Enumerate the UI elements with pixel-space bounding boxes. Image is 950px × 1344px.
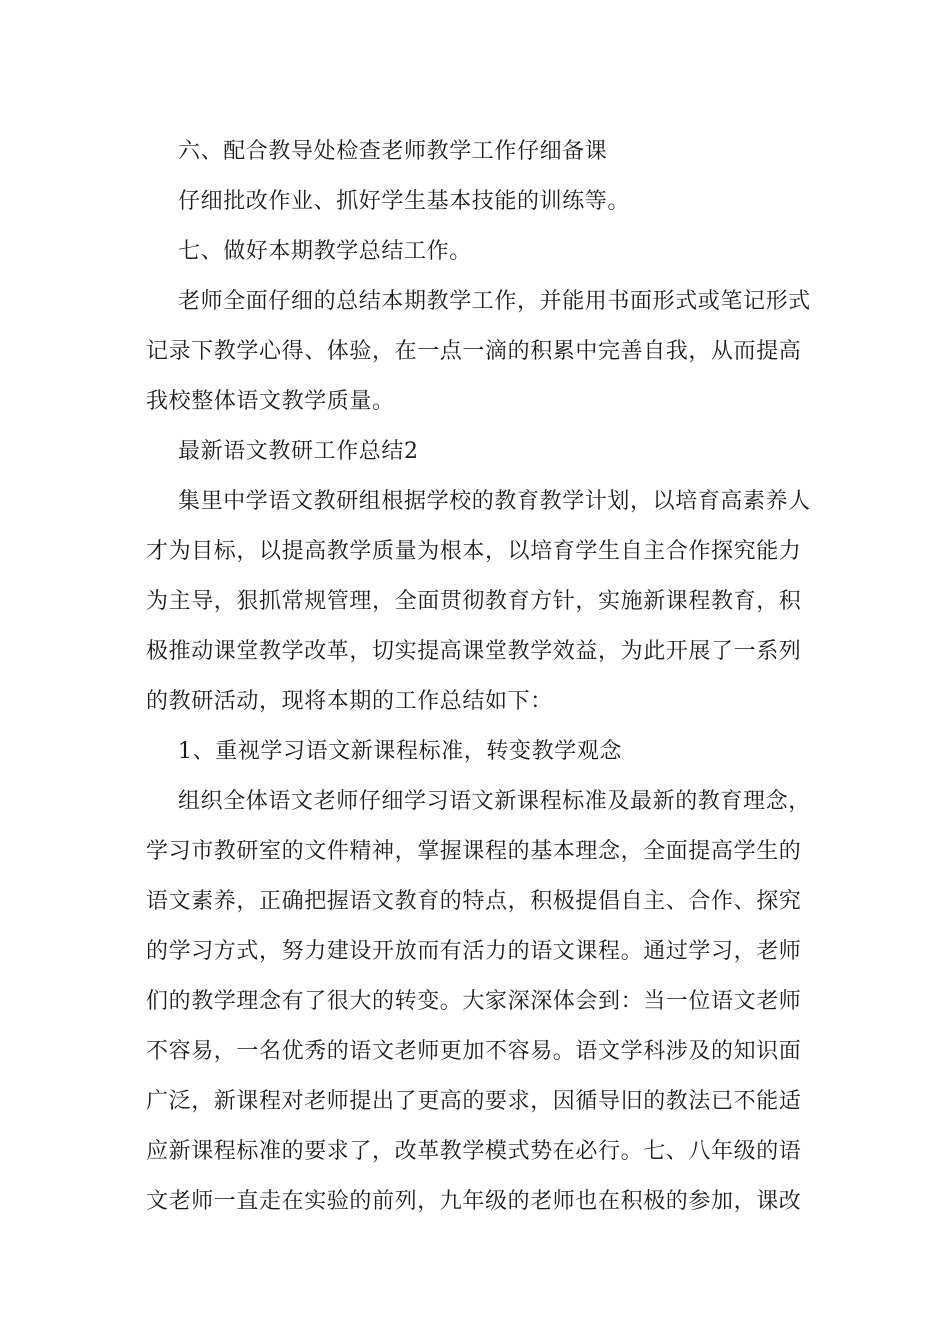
paragraph-line: 应新课程标准的要求了，改革教学模式势在必行。七、八年级的语 [146, 1139, 802, 1164]
paragraph-line: 我校整体语文教学质量。 [146, 389, 395, 414]
paragraph-line: 老师全面仔细的总结本期教学工作，并能用书面形式或笔记形式 [178, 289, 811, 314]
paragraph-line: 记录下教学心得、体验，在一点一滴的积累中完善自我，从而提高 [146, 339, 802, 364]
paragraph-line: 为主导，狠抓常规管理，全面贯彻教育方针，实施新课程教育，积 [146, 589, 802, 614]
paragraph-line: 仔细批改作业、抓好学生基本技能的训练等。 [178, 189, 631, 214]
paragraph-line: 广泛，新课程对老师提出了更高的要求，因循导旧的教法已不能适 [146, 1089, 802, 1114]
section-heading-1: 1、重视学习语文新课程标准，转变教学观念 [178, 739, 622, 764]
paragraph-line: 文老师一直走在实验的前列，九年级的老师也在积极的参加，课改 [146, 1189, 802, 1214]
paragraph-line: 集里中学语文教研组根据学校的教育教学计划，以培育高素养人 [178, 489, 811, 514]
paragraph-line: 不容易，一名优秀的语文老师更加不容易。语文学科涉及的知识面 [146, 1039, 802, 1064]
section-heading-7: 七、做好本期教学总结工作。 [178, 239, 472, 264]
document-subtitle: 最新语文教研工作总结2 [178, 439, 419, 464]
paragraph-line: 极推动课堂教学改革，切实提高课堂教学效益，为此开展了一系列 [146, 639, 802, 664]
section-heading-6: 六、配合教导处检查老师教学工作仔细备课 [178, 139, 608, 164]
paragraph-line: 们的教学理念有了很大的转变。大家深深体会到：当一位语文老师 [146, 989, 802, 1014]
paragraph-line: 才为目标，以提高教学质量为根本，以培育学生自主合作探究能力 [146, 539, 802, 564]
paragraph-line: 的教研活动，现将本期的工作总结如下： [146, 689, 553, 714]
paragraph-line: 的学习方式，努力建设开放而有活力的语文课程。通过学习，老师 [146, 939, 802, 964]
paragraph-line: 组织全体语文老师仔细学习语文新课程标准及最新的教育理念， [178, 789, 811, 814]
paragraph-line: 语文素养，正确把握语文教育的特点，积极提倡自主、合作、探究 [146, 889, 802, 914]
paragraph-line: 学习市教研室的文件精神，掌握课程的基本理念，全面提高学生的 [146, 839, 802, 864]
